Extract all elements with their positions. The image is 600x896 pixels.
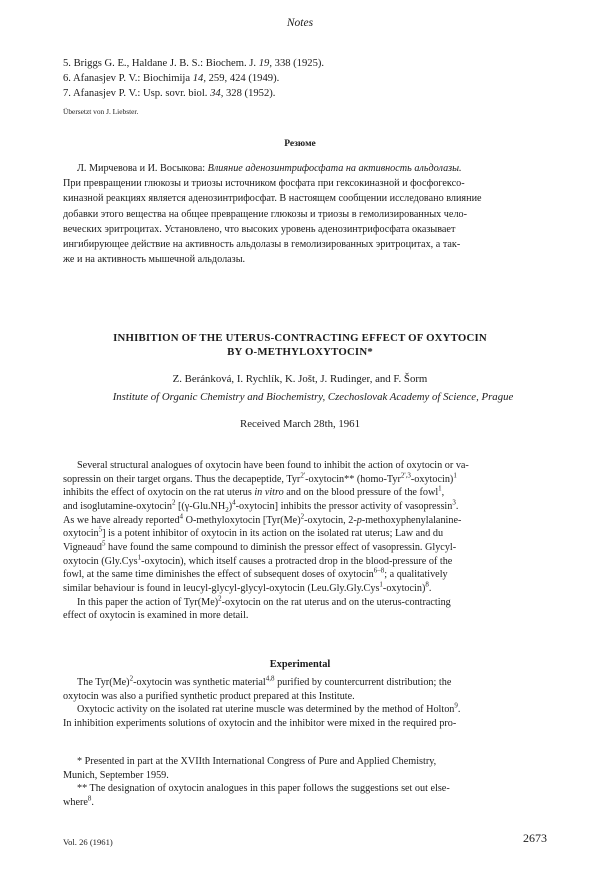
article-authors: Z. Beránková, I. Rychlík, K. Jošt, J. Rudinger, and F. Šorm — [172, 373, 428, 385]
page-number: 2673 — [523, 831, 547, 845]
resume-heading: Резюме — [284, 139, 316, 149]
experimental-heading: Experimental — [269, 659, 331, 670]
volume-label: Vol. 26 (1961) — [63, 837, 113, 847]
resume-authors: Л. Мирчевова и И. Восыкова: — [77, 163, 206, 174]
article-institute: Institute of Organic Chemistry and Biochemistry, Czechoslovak Academy of Science, Prague — [112, 391, 514, 403]
intro-paragraph: Several structural analogues of oxytocin have been found to inhibit the action of oxytocin or va- sopressin on their target organs. Thus the decapeptide, Tyr$^{2'}$-oxytocin** (homo-Tyr$^{2',3}$-oxytocin)$^1$ inhibits the effect of oxytocin on the rat uterus in vitro and on the blood pressure of the fowl$^1$, and isoglutamine-oxytocin$^2$ $[(\gamma-Glu.NH_2)^4-oxytocin]$ inhibits the pressor activity of vasopressin$^3$. As we have already reported$^4$ O-methyloxytocin [$Tyr(Me)^2$-oxytocin, 2-p-methoxyphenylalanine- oxytocin$^5$] is a potent inhibitor of oxytocin in its action on the isolated rat uterus; Law and du Vigneaud$^5$ have found the same compound to diminish the pressor effect of vasopressin. Glycyl- oxytocin (Gly.Cys$^1$-oxytocin), which itself causes a protracted drop in the blood-pressure of the fowl, at the same time diminishes the effect of subsequent doses of oxytocin$^{6-8}$; a qualitatively similar behaviour is found in leucyl-glycyl-glycyl-oxytocin (Leu.Gly.Gly.Cys$^1$-oxytocin)$^8$. In this paper the action of $Tyr(Me)^2$-oxytocin on the rat uterus and on the uterus-contracting effect of oxytocin is examined in more detail. — [63, 460, 469, 622]
reference-list — [63, 56, 563, 102]
resume-paper-title: Влияние аденозинтрифосфата на активность альдолазы. — [207, 163, 462, 174]
resume-paragraph: Л. Мирчевова и И. Восыкова: Влияние аденозинтрифосфата на активность альдолазы. При превращении глюкозы и триозы источником фосфата при гексокиназной и фосфогексо- киназной реакциях является аденозинтрифосфат. В настоящем сообщении исследовано влияние добавки этого вещества на общее превращение глюкозы и триозы в гемолизированных чело- веческих эритроцитах. Установлено, что высоких уровень аденозинтрифосфата оказывает ингибирующее действие на активность альдолазы в гемолизированных эритроцитах, а так- же и на активность мышечной альдолазы. — [63, 163, 482, 266]
article-title: INHIBITION OF THE UTERUS-CONTRACTING EFFECT OF OXYTOCIN BY O-METHYLOXYTOCIN* — [113, 332, 487, 358]
footnotes: * Presented in part at the XVIIth International Congress of Pure and Applied Chemistry, Munich, September 1959. ** The designation of oxytocin analogues in this paper follows the suggestions set out else- where$^8$. — [63, 756, 450, 808]
received-date: Received March 28th, 1961 — [240, 418, 360, 430]
translator-note: Übersetzt von J. Liebster. — [63, 107, 139, 116]
reference-item: 5. Briggs G. E., Haldane J. B. S.: Biochem. J. 19, 338 (1925). — [63, 58, 325, 69]
reference-item: 6. Afanasjev P. V.: Biochimija 14, 259, 424 (1949). — [63, 73, 280, 85]
experimental-paragraph: The $Tyr(Me)^2$-oxytocin was synthetic material$^{4,8}$ purified by countercurrent distribution; the oxytocin was also a purified synthetic product prepared at this Institute. Oxytocic activity on the isolated rat uterine muscle was determined by the method of Holton$^9$. In inhibition experiments solutions of oxytocin and the inhibitor were mixed in the required pro- — [63, 674, 461, 729]
reference-item: 7. Afanasjev P. V.: Usp. sovr. biol. 34, 328 (1952). — [63, 88, 276, 100]
running-header: Notes — [286, 17, 314, 29]
